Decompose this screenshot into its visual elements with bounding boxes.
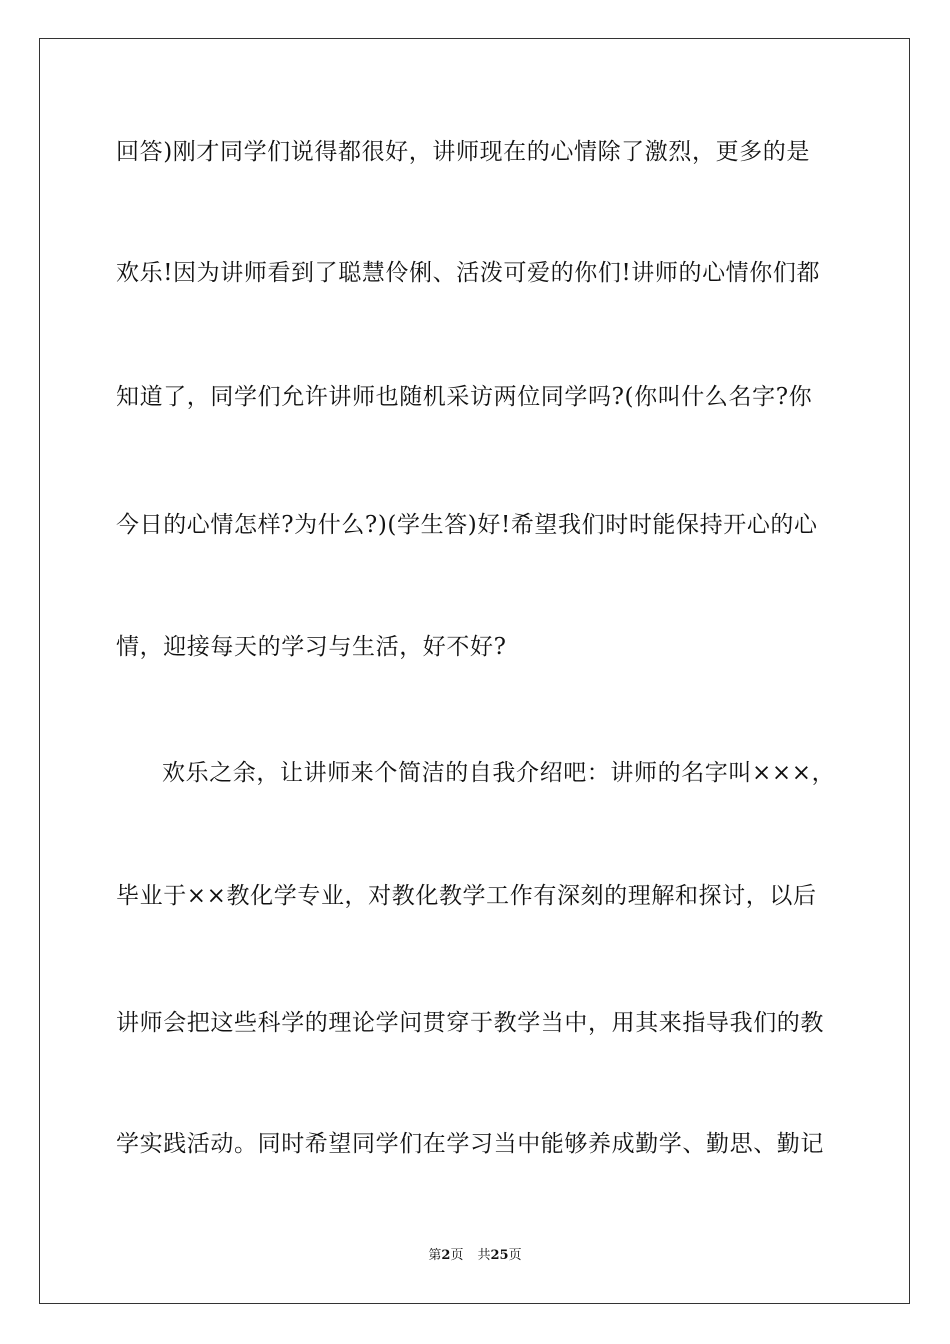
total-page-number: 25 [490,1248,509,1263]
current-page-number: 2 [441,1248,451,1263]
paragraph-first-line: 欢乐之余，让讲师来个简洁的自我介绍吧：讲师的名字叫×××， [162,760,836,786]
total-suffix: 页 [508,1248,522,1263]
text-line: 回答)刚才同学们说得都很好，讲师现在的心情除了激烈，更多的是 [116,139,810,165]
total-prefix: 共 [477,1248,491,1263]
text-line: 毕业于××教化学专业，对教化教学工作有深刻的理解和探讨，以后 [116,883,817,909]
page-border [39,38,910,1304]
text-line: 欢乐!因为讲师看到了聪慧伶俐、活泼可爱的你们!讲师的心情你们都 [116,260,821,286]
text-line: 学实践活动。同时希望同学们在学习当中能够养成勤学、勤思、勤记 [116,1131,824,1157]
text-line: 情，迎接每天的学习与生活，好不好? [116,634,507,660]
page-prefix: 第 [428,1248,442,1263]
page-suffix: 页 [450,1248,464,1263]
page-footer [0,1247,950,1265]
text-line: 今日的心情怎样?为什么?)(学生答)好!希望我们时时能保持开心的心 [116,512,818,538]
text-line: 知道了，同学们允许讲师也随机采访两位同学吗?(你叫什么名字?你 [116,384,813,410]
text-line: 讲师会把这些科学的理论学问贯穿于教学当中，用其来指导我们的教 [116,1010,824,1036]
